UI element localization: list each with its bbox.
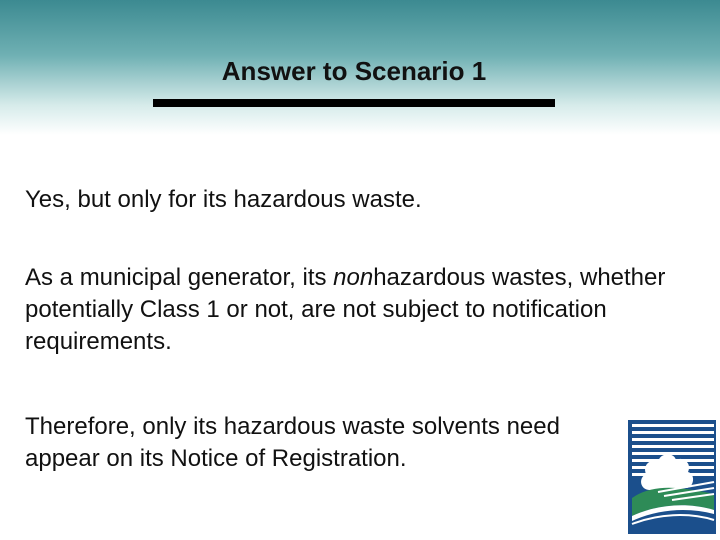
- emphasis-non: non: [333, 264, 374, 291]
- paragraph-explanation-end: hazardous wastes, whether potentially Class 1 or not, are not subject to notification requirements.: [25, 264, 666, 355]
- paragraph-explanation-start: As a municipal generator, its: [25, 264, 334, 291]
- agency-logo-icon: [628, 420, 716, 534]
- paragraph-conclusion: Therefore, only its hazardous waste solvents need appear on its Notice of Registration.: [25, 413, 560, 472]
- title-underline: [153, 99, 555, 107]
- slide-title-text: Answer to Scenario 1: [221, 56, 487, 86]
- paragraph-answer: Yes, but only for its hazardous waste.: [25, 186, 422, 213]
- paragraph-explanation: [25, 262, 685, 358]
